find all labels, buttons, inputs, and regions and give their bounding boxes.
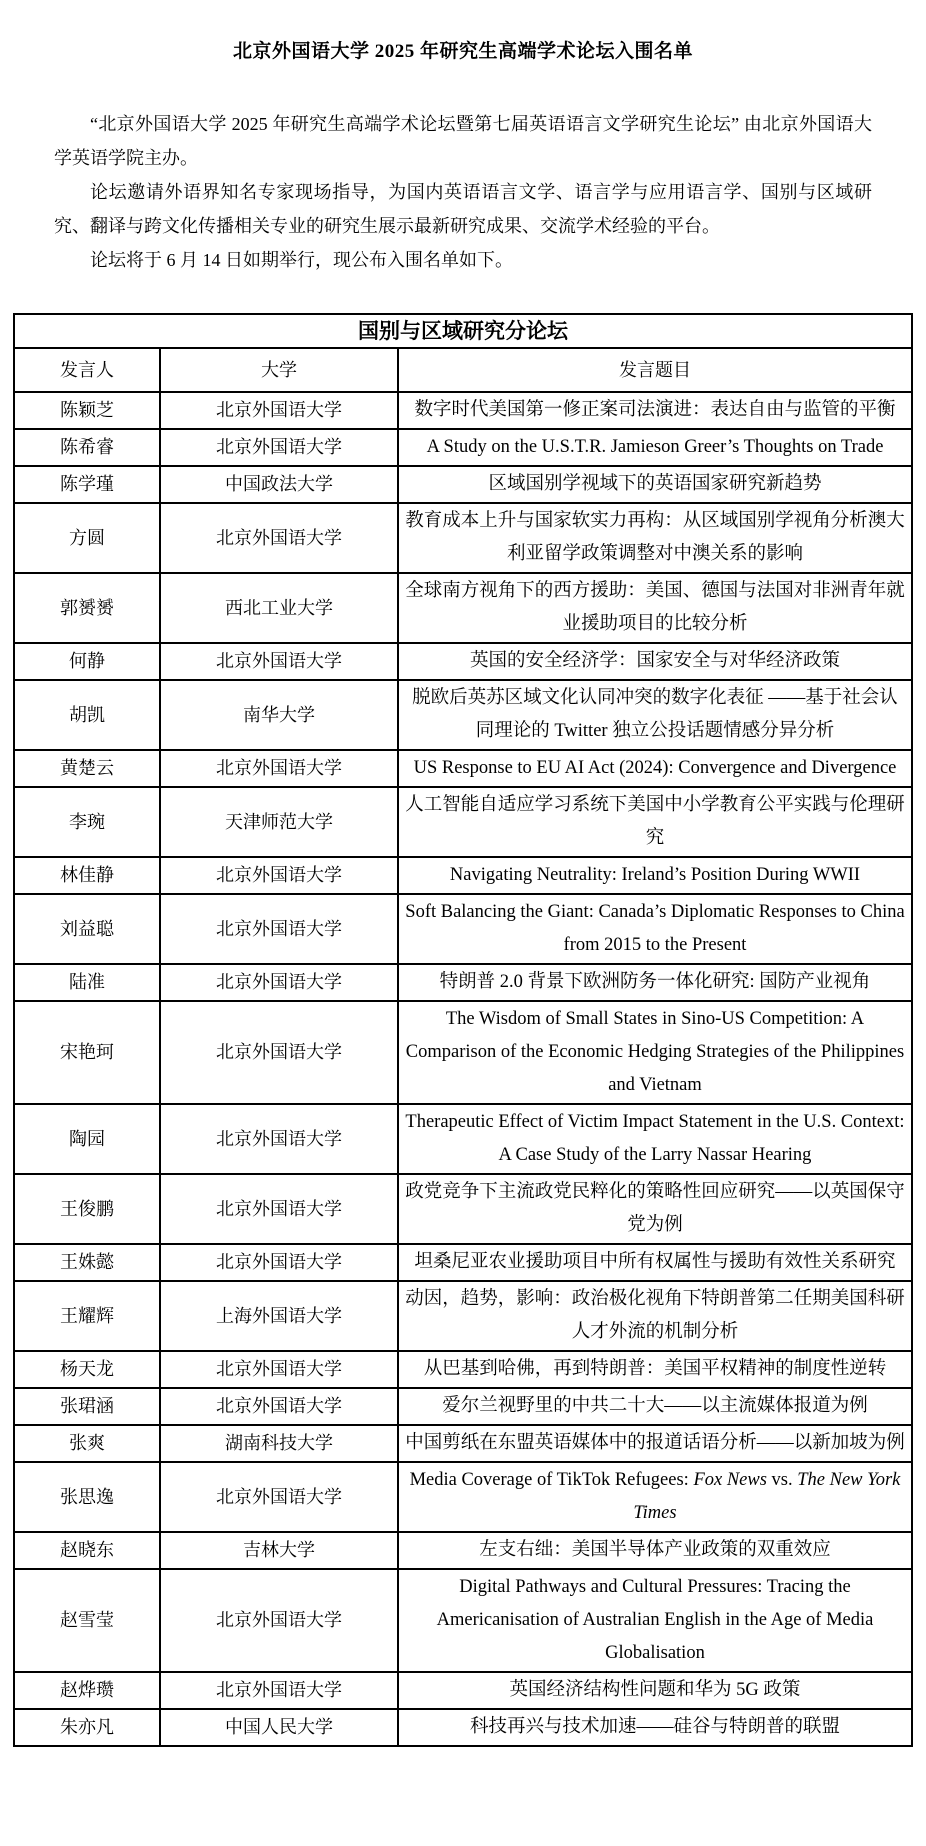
intro-paragraph-1: “北京外国语大学 2025 年研究生高端学术论坛暨第七届英语语言文学研究生论坛” 由北京外国语大学英语学院主办。 — [54, 114, 872, 168]
title-segment-italic: The New York Times — [633, 1470, 901, 1523]
title-cell — [398, 1388, 912, 1425]
table-row — [14, 1532, 912, 1569]
title-cell — [398, 1104, 912, 1174]
university-cell: 北京外国语大学 — [160, 392, 398, 429]
university-cell: 中国政法大学 — [160, 466, 398, 503]
title-cell — [398, 1425, 912, 1462]
title-cell — [398, 429, 912, 466]
column-header-title: 发言题目 — [398, 348, 912, 392]
speaker-cell: 王耀辉 — [14, 1281, 160, 1351]
table-row — [14, 1425, 912, 1462]
title-segment: Navigating Neutrality: Ireland’s Position During WWII — [449, 865, 861, 885]
table-row — [14, 1001, 912, 1104]
title-segment: 中国剪纸在东盟英语媒体中的报道话语分析——以新加坡为例 — [405, 1433, 905, 1453]
speaker-cell: 朱亦凡 — [14, 1709, 160, 1746]
title-cell — [398, 466, 912, 503]
title-segment: 从巴基到哈佛，再到特朗普：美国平权精神的制度性逆转 — [423, 1359, 887, 1379]
speaker-cell: 何静 — [14, 643, 160, 680]
title-cell — [398, 1351, 912, 1388]
table-row — [14, 1104, 912, 1174]
title-segment: 英国的安全经济学：国家安全与对华经济政策 — [469, 651, 840, 671]
title-cell — [398, 503, 912, 573]
table-row — [14, 573, 912, 643]
university-cell: 上海外国语大学 — [160, 1281, 398, 1351]
speaker-cell: 宋艳珂 — [14, 1001, 160, 1104]
table-row — [14, 894, 912, 964]
university-cell: 北京外国语大学 — [160, 643, 398, 680]
table-row — [14, 787, 912, 857]
table-row — [14, 1709, 912, 1746]
university-cell: 北京外国语大学 — [160, 429, 398, 466]
university-cell: 中国人民大学 — [160, 1709, 398, 1746]
title-segment: Soft Balancing the Giant: Canada’s Diplomatic Responses to China from 2015 to the Present — [405, 902, 905, 955]
title-segment: A Study on the U.S.T.R. Jamieson Greer’s Thoughts on Trade — [426, 437, 884, 457]
table-body — [14, 392, 912, 1746]
table-row — [14, 503, 912, 573]
title-segment: 教育成本上升与国家软实力再构：从区域国别学视角分析澳大利亚留学政策调整对中澳关系的影响 — [405, 511, 905, 564]
speaker-cell: 陆准 — [14, 964, 160, 1001]
university-cell: 北京外国语大学 — [160, 1462, 398, 1532]
title-cell — [398, 1709, 912, 1746]
university-cell: 北京外国语大学 — [160, 1174, 398, 1244]
university-cell: 吉林大学 — [160, 1532, 398, 1569]
title-segment: 特朗普 2.0 背景下欧洲防务一体化研究: 国防产业视角 — [439, 972, 871, 992]
speaker-cell: 林佳静 — [14, 857, 160, 894]
intro-paragraph-2: 论坛邀请外语界知名专家现场指导，为国内英语语言文学、语言学与应用语言学、国别与区域研究、翻译与跨文化传播相关专业的研究生展示最新研究成果、交流学术经验的平台。 — [54, 182, 872, 236]
table-row — [14, 1388, 912, 1425]
title-cell — [398, 680, 912, 750]
university-cell: 北京外国语大学 — [160, 1001, 398, 1104]
title-segment: 动因，趋势，影响：政治极化视角下特朗普第二任期美国科研人才外流的机制分析 — [405, 1289, 905, 1342]
title-segment: The Wisdom of Small States in Sino-US Competition: A Comparison of the Economic Hedging Strategies of the Philippines and Vietnam — [405, 1009, 905, 1095]
title-cell — [398, 894, 912, 964]
title-cell — [398, 1001, 912, 1104]
title-cell — [398, 1174, 912, 1244]
title-segment: 左支右绌：美国半导体产业政策的双重效应 — [479, 1540, 831, 1560]
title-cell — [398, 643, 912, 680]
speaker-cell: 杨天龙 — [14, 1351, 160, 1388]
title-segment: 英国经济结构性问题和华为 5G 政策 — [509, 1680, 801, 1700]
intro-section — [54, 107, 872, 277]
title-cell — [398, 392, 912, 429]
speaker-cell: 黄楚云 — [14, 750, 160, 787]
title-cell — [398, 1569, 912, 1672]
table-row — [14, 392, 912, 429]
speaker-cell: 赵晓东 — [14, 1532, 160, 1569]
university-cell: 天津师范大学 — [160, 787, 398, 857]
speaker-cell: 刘益聪 — [14, 894, 160, 964]
speaker-cell: 陶园 — [14, 1104, 160, 1174]
title-segment: 坦桑尼亚农业援助项目中所有权属性与援助有效性关系研究 — [414, 1252, 896, 1272]
university-cell: 北京外国语大学 — [160, 1388, 398, 1425]
table-row — [14, 1351, 912, 1388]
speaker-cell: 张思逸 — [14, 1462, 160, 1532]
intro-paragraph-3: 论坛将于 6 月 14 日如期举行，现公布入围名单如下。 — [90, 250, 513, 270]
title-segment: 政党竞争下主流政党民粹化的策略性回应研究——以英国保守党为例 — [405, 1182, 905, 1235]
speaker-cell: 陈颖芝 — [14, 392, 160, 429]
table-row — [14, 1281, 912, 1351]
page-title: 北京外国语大学 2025 年研究生高端学术论坛入围名单 — [232, 41, 693, 62]
speaker-cell: 方圆 — [14, 503, 160, 573]
title-segment: vs. — [766, 1470, 798, 1490]
university-cell: 北京外国语大学 — [160, 1351, 398, 1388]
university-cell: 北京外国语大学 — [160, 857, 398, 894]
column-header-university: 大学 — [160, 348, 398, 392]
title-cell — [398, 964, 912, 1001]
university-cell: 北京外国语大学 — [160, 1672, 398, 1709]
title-cell — [398, 573, 912, 643]
title-cell — [398, 1532, 912, 1569]
speaker-cell: 赵雪莹 — [14, 1569, 160, 1672]
title-segment-italic: Fox News — [693, 1470, 767, 1490]
title-segment: 脱欧后英苏区域文化认同冲突的数字化表征 ——基于社会认同理论的 Twitter 独立公投话题情感分异分析 — [412, 688, 898, 741]
title-cell — [398, 1672, 912, 1709]
title-cell — [398, 1281, 912, 1351]
university-cell: 北京外国语大学 — [160, 894, 398, 964]
speaker-cell: 张爽 — [14, 1425, 160, 1462]
forum-table — [13, 313, 913, 1747]
table-row — [14, 1569, 912, 1672]
title-cell — [398, 857, 912, 894]
speaker-cell: 陈学瑾 — [14, 466, 160, 503]
table-banner-row — [14, 314, 912, 348]
university-cell: 北京外国语大学 — [160, 503, 398, 573]
university-cell: 湖南科技大学 — [160, 1425, 398, 1462]
speaker-cell: 郭赟赟 — [14, 573, 160, 643]
speaker-cell: 李琬 — [14, 787, 160, 857]
speaker-cell: 陈希睿 — [14, 429, 160, 466]
table-row — [14, 680, 912, 750]
table-row — [14, 643, 912, 680]
table-row — [14, 964, 912, 1001]
university-cell: 北京外国语大学 — [160, 964, 398, 1001]
table-row — [14, 857, 912, 894]
university-cell: 北京外国语大学 — [160, 750, 398, 787]
table-row — [14, 1462, 912, 1532]
title-cell — [398, 1244, 912, 1281]
title-segment: 全球南方视角下的西方援助：美国、德国与法国对非洲青年就业援助项目的比较分析 — [405, 581, 905, 634]
column-header-row — [14, 348, 912, 392]
title-segment: US Response to EU AI Act (2024): Convergence and Divergence — [413, 758, 897, 778]
title-cell — [398, 750, 912, 787]
university-cell: 南华大学 — [160, 680, 398, 750]
university-cell: 北京外国语大学 — [160, 1569, 398, 1672]
title-segment: 人工智能自适应学习系统下美国中小学教育公平实践与伦理研究 — [405, 795, 905, 848]
table-row — [14, 466, 912, 503]
university-cell: 北京外国语大学 — [160, 1104, 398, 1174]
title-segment: 数字时代美国第一修正案司法演进：表达自由与监管的平衡 — [414, 400, 896, 420]
table-row — [14, 1244, 912, 1281]
table-row — [14, 750, 912, 787]
speaker-cell: 赵烨瓒 — [14, 1672, 160, 1709]
column-header-speaker: 发言人 — [14, 348, 160, 392]
title-segment: Media Coverage of TikTok Refugees: — [409, 1470, 694, 1490]
title-segment: Digital Pathways and Cultural Pressures: Tracing the Americanisation of Australian English in the Age of Media Globalisation — [436, 1577, 874, 1663]
speaker-cell: 张珺涵 — [14, 1388, 160, 1425]
university-cell: 北京外国语大学 — [160, 1244, 398, 1281]
table-banner-title: 国别与区域研究分论坛 — [14, 314, 912, 348]
title-segment: 区域国别学视域下的英语国家研究新趋势 — [488, 474, 822, 494]
speaker-cell: 胡凯 — [14, 680, 160, 750]
speaker-cell: 王俊鹏 — [14, 1174, 160, 1244]
speaker-cell: 王姝懿 — [14, 1244, 160, 1281]
table-row — [14, 429, 912, 466]
university-cell: 西北工业大学 — [160, 573, 398, 643]
title-segment: 爱尔兰视野里的中共二十大——以主流媒体报道为例 — [442, 1396, 868, 1416]
table-row — [14, 1672, 912, 1709]
table-row — [14, 1174, 912, 1244]
title-cell — [398, 1462, 912, 1532]
title-segment: Therapeutic Effect of Victim Impact Statement in the U.S. Context: A Case Study of the Larry Nassar Hearing — [405, 1112, 905, 1165]
title-cell — [398, 787, 912, 857]
title-segment: 科技再兴与技术加速——硅谷与特朗普的联盟 — [469, 1717, 840, 1737]
